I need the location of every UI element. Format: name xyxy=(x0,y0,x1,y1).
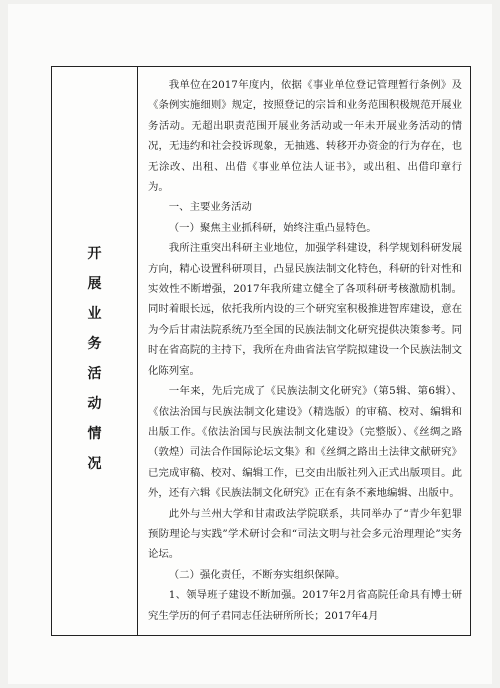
row-label-char: 动 xyxy=(87,396,102,412)
row-label-char: 业 xyxy=(87,306,102,322)
row-label-char: 务 xyxy=(87,336,102,352)
intro-paragraph: 我单位在2017年度内，依据《事业单位登记管理暂行条例》及《条例实施细则》规定，按照登记的宗旨和业务范围积极规范开展业务活动。无超出职责范围开展业务活动或一年未开展业务活动的情况，无违约和社会投诉现象，无抽逃、转移开办资金的行为存在，也无涂改、出租、出借《事业单位法人证书》，或出租、出借印章行为。 xyxy=(148,79,462,194)
body-paragraph: 我所注重突出科研主业地位，加强学科建设，科学规划科研发展方向，精心设置科研项目，凸显民族法制文化特色，科研的针对性和实效性不断增强，2017年我所建立健全了各项科研考核激励机制。同时着眼长远，依托我所内设的三个研究室积极推进智库建设，意在为今后甘肃法院系统乃至全国的民族法制文化研究提供决策参考。同时在省高院的主持下，我所在舟曲省法官学院拟建设一个民族法制文化陈列室。 xyxy=(148,242,462,377)
row-label-char: 情 xyxy=(87,426,102,442)
row-label-char: 展 xyxy=(87,276,102,292)
row-label-char: 开 xyxy=(87,246,102,262)
subsection-heading: （二）强化责任，不断夯实组织保障。 xyxy=(168,568,346,581)
subsection-heading: （一）聚焦主业抓科研，始终注重凸显特色。 xyxy=(168,221,377,234)
section-heading: 一、主要业务活动 xyxy=(168,201,252,214)
body-paragraph: 一年来，先后完成了《民族法制文化研究》（第5辑、第6辑）、《依法治国与民族法制文化建设》（精选版）的审稿、校对、编辑和出版工作。《依法治国与民族法制文化建设》（完整版）、《丝绸之路（敦煌）司法合作国际论坛文集》和《丝绸之路出土法律文献研究》已完成审稿、校对、编辑工作，已交由出版社列入正式出版项目。此外，还有六辑《民族法制文化研究》正在有条不紊地编辑、出版中。 xyxy=(148,385,462,500)
row-label-char: 活 xyxy=(87,366,102,382)
row-label-activities xyxy=(88,247,102,471)
row-label-cell xyxy=(52,67,138,635)
body-paragraph: 1、领导班子建设不断加强。2017年2月省高院任命具有博士研究生学历的何子君同志任法研所所长；2017年4月 xyxy=(148,589,462,622)
form-table xyxy=(51,66,471,636)
row-label-char: 况 xyxy=(87,456,102,472)
content-cell xyxy=(138,67,470,635)
body-paragraph: 此外与兰州大学和甘肃政法学院联系，共同举办了“青少年犯罪预防理论与实践”学术研讨会和“司法文明与社会多元治理理论”实务论坛。 xyxy=(148,507,462,561)
document-page xyxy=(8,4,492,684)
